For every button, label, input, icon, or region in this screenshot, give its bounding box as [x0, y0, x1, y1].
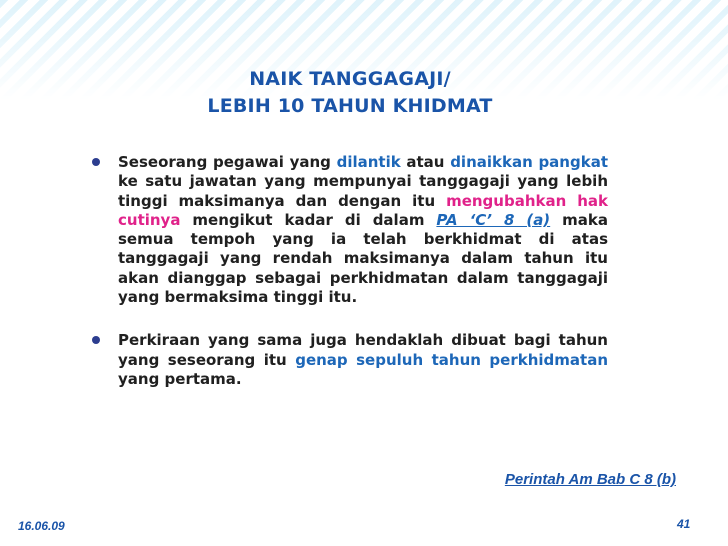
bullet-icon	[92, 336, 100, 344]
reference-note: Perintah Am Bab C 8 (b)	[504, 471, 676, 488]
highlight-mengubahkan-hak-cutinya: mengubahkan hak cutinya	[118, 191, 608, 229]
bullet-2-text-1: Perkiraan yang sama juga hendaklah dibuat bagi tahun yang seseorang itu	[118, 331, 608, 369]
bullet-1-text-5: maka semua tempoh yang ia telah berkhidmat di atas tanggagaji yang rendah maksimanya dalam tahun itu akan dianggap sebagai perkhidmatan dalam tanggagaji yang bermaksima tinggi itu.	[118, 210, 608, 307]
slide-title	[120, 66, 580, 120]
title-line-2: LEBIH 10 TAHUN KHIDMAT	[207, 95, 493, 117]
bullet-icon	[92, 158, 100, 166]
bullet-1-text-4: mengikut kadar di dalam	[180, 210, 437, 229]
bullet-1-text-1: Seseorang pegawai yang	[118, 153, 337, 171]
bullet-item-1	[92, 153, 608, 307]
bullet-2-text-2: yang pertama.	[118, 369, 242, 388]
bullet-1-text-2: atau	[400, 153, 451, 171]
footer-date: 16.06.09	[18, 519, 65, 533]
reference-pa-c8a: PA ‘C’ 8 (a)	[436, 210, 551, 229]
highlight-dinaikkan-pangkat: dinaikkan pangkat	[450, 153, 608, 171]
highlight-genap-sepuluh-tahun: genap sepuluh tahun perkhidmatan	[295, 350, 609, 369]
page-number: 41	[677, 517, 691, 531]
title-line-1: NAIK TANGGAGAJI/	[249, 68, 451, 90]
bullet-item-2	[92, 331, 608, 389]
highlight-dilantik: dilantik	[336, 153, 401, 171]
bullet-1-text-3: ke satu jawatan yang mempunyai tanggagaji yang lebih tinggi maksimanya dan dengan itu	[118, 172, 608, 210]
bullet-list	[92, 153, 608, 389]
